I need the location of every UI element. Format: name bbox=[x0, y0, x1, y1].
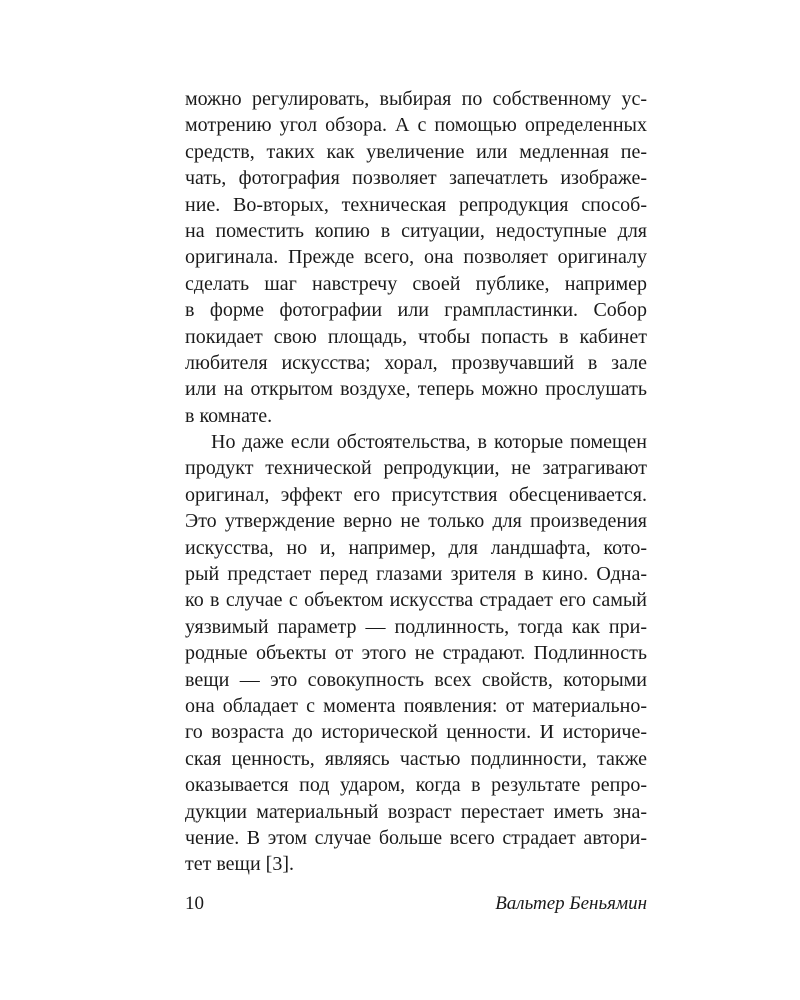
text-line: оригинал, эффект его присутствия обесценивается. bbox=[185, 483, 647, 506]
text-line: родные объекты от этого не страдают. Подлинность bbox=[185, 642, 647, 665]
text-line: любителя искусства; хорал, прозвучавший в зале bbox=[185, 351, 647, 374]
text-line: Это утверждение верно не только для произведения bbox=[185, 510, 647, 533]
text-line: покидает свою площадь, чтобы попасть в кабинет bbox=[185, 325, 647, 348]
text-line: рый предстает перед глазами зрителя в кино. Одна- bbox=[185, 563, 647, 586]
text-line: продукт технической репродукции, не затрагивают bbox=[185, 457, 647, 480]
text-line: ко в случае с объектом искусства страдает его самый bbox=[185, 589, 647, 612]
text-line: го возраста до исторической ценности. И историче- bbox=[185, 721, 647, 744]
page-footer bbox=[185, 890, 647, 918]
text-line: чение. В этом случае больше всего страдает автори- bbox=[185, 826, 647, 849]
text-line: сделать шаг навстречу своей публике, например bbox=[185, 272, 647, 295]
text-line: ние. Во-вторых, техническая репродукция способ- bbox=[185, 193, 647, 216]
body-text bbox=[185, 86, 647, 878]
text-line: тет вещи [3]. bbox=[185, 853, 294, 876]
text-line: или на открытом воздухе, теперь можно прослушать bbox=[185, 378, 647, 401]
text-line: мотрению угол обзора. А с помощью определенных bbox=[185, 114, 647, 137]
text-line: оказывается под ударом, когда в результате репро- bbox=[185, 774, 647, 797]
text-line: в форме фотографии или грампластинки. Собор bbox=[185, 299, 647, 322]
text-line: Но даже если обстоятельства, в которые помещен bbox=[211, 431, 647, 454]
text-line: искусства, но и, например, для ландшафта, кото- bbox=[185, 536, 647, 559]
text-line: чать, фотография позволяет запечатлеть изображе- bbox=[185, 167, 647, 190]
text-line: она обладает с момента появления: от материально- bbox=[185, 694, 647, 717]
text-line: оригинала. Прежде всего, она позволяет оригиналу bbox=[185, 246, 647, 269]
text-line: ская ценность, являясь частью подлинности, также bbox=[185, 747, 647, 770]
text-line: можно регулировать, выбирая по собственному ус- bbox=[185, 88, 647, 110]
text-line: на поместить копию в ситуации, недоступные для bbox=[185, 219, 647, 242]
page-number: 10 bbox=[185, 893, 204, 914]
paragraph bbox=[185, 86, 647, 429]
text-line: дукции материальный возраст перестает иметь зна- bbox=[185, 800, 647, 823]
text-line: вещи — это совокупность всех свойств, которыми bbox=[185, 668, 647, 691]
text-line: средств, таких как увеличение или медленная пе- bbox=[185, 140, 647, 163]
text-line: в комнате. bbox=[185, 404, 273, 427]
paragraph bbox=[185, 429, 647, 878]
running-head: Вальтер Беньямин bbox=[495, 893, 647, 914]
text-line: уязвимый параметр — подлинность, тогда как при- bbox=[185, 615, 647, 638]
